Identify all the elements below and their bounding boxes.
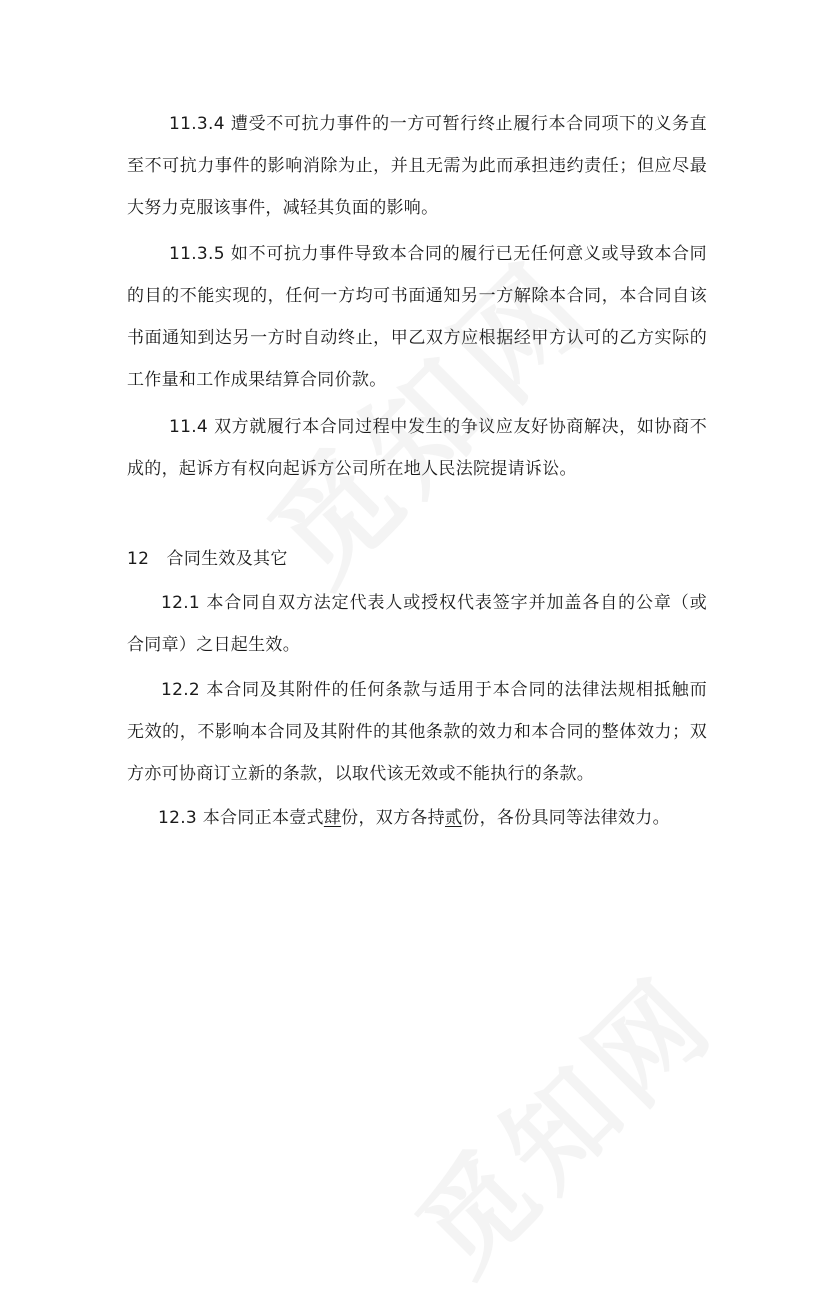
section-12-heading: 12 合同生效及其它 <box>127 549 288 569</box>
clause-12-1: 12.1 本合同自双方法定代表人或授权代表签字并加盖各自的公章（或合同章）之日起生效。 <box>127 593 707 655</box>
clause-11-3-5: 11.3.5 如不可抗力事件导致本合同的履行已无任何意义或导致本合同的目的不能实现的，任何一方均可书面通知另一方解除本合同，本合同自该书面通知到达另一方时自动终止，甲乙双方应根据经甲方认可的乙方实际的工作量和工作成果结算合同价款。 <box>127 244 707 390</box>
clause-12-2: 12.2 本合同及其附件的任何条款与适用于本合同的法律法规相抵触而无效的，不影响本合同及其附件的其他条款的效力和本合同的整体效力；双方亦可协商订立新的条款，以取代该无效或不能执行的条款。 <box>127 680 707 784</box>
clause-11-3-4: 11.3.4 遭受不可抗力事件的一方可暂行终止履行本合同项下的义务直至不可抗力事件的影响消除为止，并且无需为此而承担违约责任；但应尽最大努力克服该事件，减轻其负面的影响。 <box>127 114 707 218</box>
clause-12-3-part-a: 12.3 本合同正本壹式 <box>158 808 324 828</box>
clause-12-3 <box>158 803 670 833</box>
clause-11-4: 11.4 双方就履行本合同过程中发生的争议应友好协商解决，如协商不成的，起诉方有权向起诉方公司所在地人民法院提请诉讼。 <box>127 417 707 479</box>
clause-12-3-part-c: 份，双方各持 <box>341 808 445 828</box>
clause-12-3-part-e: 份，各份具同等法律效力。 <box>462 808 670 828</box>
watermark <box>377 936 743 1302</box>
copies-each: 贰 <box>444 808 463 828</box>
copies-total: 肆 <box>323 808 342 828</box>
